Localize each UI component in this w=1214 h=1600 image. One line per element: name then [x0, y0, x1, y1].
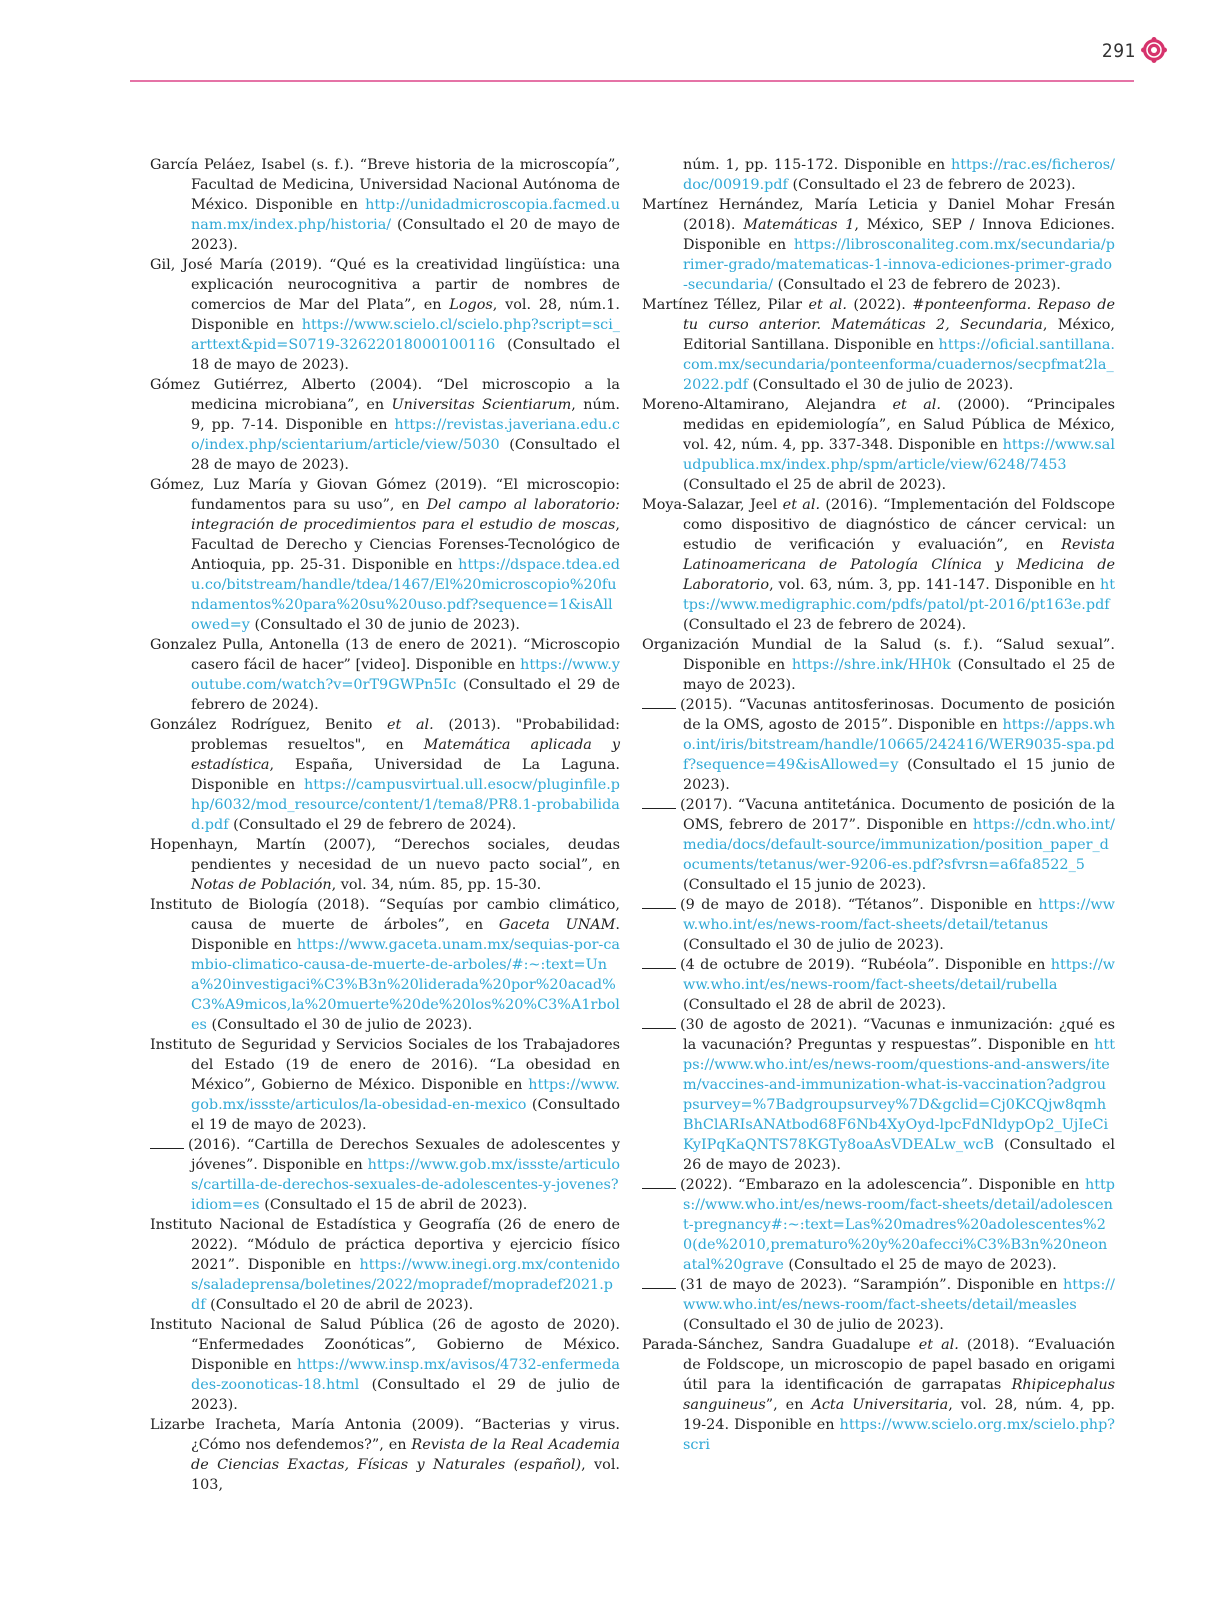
- reference-text: Moya-Salazar, Jeel: [642, 497, 783, 513]
- reference-text: (Consultado el 15 junio de 2023).: [683, 877, 927, 893]
- reference-text: (30 de agosto de 2021). “Vacunas e inmunización: ¿qué es la vacunación? Preguntas y respuestas”. Disponible en: [680, 1017, 1115, 1053]
- reference-text: Gonzalez Pulla, Antonella (13 de enero de 2021). “Microscopio casero fácil de hacer” [video]. Disponible en: [150, 637, 620, 673]
- reference-text: Martínez Hernández, María Leticia y Daniel Mohar Fresán (2018).: [642, 197, 1115, 233]
- reference-text: Lizarbe Iracheta, María Antonia (2009). “Bacterias y virus. ¿Cómo nos defendemos?”, en: [150, 1417, 620, 1453]
- reference-entry: [642, 195, 1115, 295]
- reference-entry: [150, 475, 620, 635]
- reference-italic-text: Revista de la Real Academia de Ciencias Exactas, Físicas y Naturales (español): [191, 1437, 620, 1473]
- reference-text: (9 de mayo de 2018). “Tétanos”. Disponible en: [680, 897, 1039, 913]
- reference-text: (Consultado el 23 de febrero de 2023).: [787, 177, 1076, 193]
- reference-text: (Consultado el 28 de abril de 2023).: [683, 997, 947, 1013]
- page-number: 291: [1101, 40, 1136, 62]
- reference-text: (Consultado el 15 de abril de 2023).: [259, 1197, 528, 1213]
- reference-text: ”, en: [765, 1397, 812, 1413]
- reference-text: , vol. 28, núm.1. Disponible en: [191, 297, 620, 333]
- reference-entry: [150, 895, 620, 1035]
- reference-text: , España, Universidad de La Laguna. Disponible en: [191, 757, 620, 793]
- repeated-author-dash: [642, 1178, 676, 1189]
- reference-text: Instituto de Biología (2018). “Sequías por cambio climático, causa de muerte de árboles”, en: [150, 897, 620, 933]
- reference-text: Gómez, Luz María y Giovan Gómez (2019). “El microscopio: fundamentos para su uso”, en: [150, 477, 620, 513]
- reference-text: García Peláez, Isabel (s. f.). “Breve historia de la microscopía”, Facultad de Medicina, Universidad Nacional Autónoma de México. Disponible en: [150, 157, 620, 213]
- reference-text: , vol. 103,: [191, 1457, 620, 1493]
- reference-text: (Consultado el 30 de julio de 2023).: [206, 1017, 473, 1033]
- reference-text: Gil, José María (2019). “Qué es la creatividad lingüística: una explicación neurocognitiva a partir de nombres de comercios de Mar del Plata”, en: [150, 257, 620, 313]
- reference-link[interactable]: https://www.who.int/es/news-room/questions-and-answers/item/vaccines-and-immunization-what-is-vaccination?adgroupsurvey=%7Badgroupsurvey%7D&gclid=Cj0KCQjw8qmhBhClARIsANAtbod68F6Nb4XyOyd-lpcFdNldypOp2_UjIeCiKyIPqKaQNTS78KGTy8oaAsVDEALw_wcB: [683, 1037, 1115, 1153]
- reference-text: (2013). "Probabilidad: problemas resueltos", en: [191, 717, 620, 753]
- reference-link[interactable]: https://www.scielo.org.mx/scielo.php?scri: [683, 1417, 1115, 1453]
- reference-text: . Disponible en: [191, 917, 620, 953]
- reference-text: Gómez Gutiérrez, Alberto (2004). “Del microscopio a la medicina microbiana”, en: [150, 377, 620, 413]
- reference-text: (2017). “Vacuna antitetánica. Documento de posición de la OMS, febrero de 2017”. Disponible en: [680, 797, 1115, 833]
- reference-text: (Consultado el 30 de julio de 2023).: [683, 1317, 944, 1333]
- header-rule: [130, 80, 1134, 82]
- reference-text: (Consultado el 15 junio de 2023).: [683, 757, 1115, 793]
- reference-italic-text: et al.: [892, 397, 941, 413]
- reference-entry: [642, 1015, 1115, 1175]
- reference-text: (Consultado el 30 de julio de 2023).: [683, 937, 944, 953]
- reference-text: (2016). “Cartilla de Derechos Sexuales de adolescentes y jóvenes”. Disponible en: [188, 1137, 620, 1173]
- reference-link[interactable]: https://cdn.who.int/media/docs/default-source/immunization/position_paper_documents/tetanus/wer-9206-es.pdf?sfvrsn=a6fa8522_5: [683, 817, 1115, 873]
- reference-italic-text: Matemáticas 1: [743, 217, 855, 233]
- reference-entry: [150, 635, 620, 715]
- reference-italic-text: Acta Universitaria: [811, 1397, 949, 1413]
- reference-text: (Consultado el 18 de mayo de 2023).: [191, 337, 620, 373]
- reference-link[interactable]: http://unidadmicroscopia.facmed.unam.mx/index.php/historia/: [191, 197, 620, 233]
- reference-text: (Consultado el 20 de abril de 2023).: [205, 1297, 474, 1313]
- reference-entry: [642, 1335, 1115, 1455]
- reference-text: Moreno-Altamirano, Alejandra: [642, 397, 893, 413]
- reference-entry: [642, 695, 1115, 795]
- reference-link[interactable]: https://www.gaceta.unam.mx/sequias-por-cambio-climatico-causa-de-muerte-de-arboles/#:~:text=Una%20investigaci%C3%B3n%20liderada%20por%20acad%C3%A9micos,la%20muerte%20de%20los%20%C3%A1rboles: [191, 937, 620, 1033]
- reference-text: , Facultad de Derecho y Ciencias Forenses-Tecnológico de Antioquia, pp. 25-31. Disponible en: [191, 517, 620, 573]
- reference-text: (Consultado el 26 de mayo de 2023).: [683, 1137, 1115, 1173]
- repeated-author-dash: [642, 698, 676, 709]
- reference-link[interactable]: https://www.scielo.cl/scielo.php?script=sci_arttext&pid=S0719-32622018000100116: [191, 317, 620, 353]
- reference-text: Organización Mundial de la Salud (s. f.). “Salud sexual”. Disponible en: [642, 637, 1115, 673]
- reference-text: (Consultado el 23 de febrero de 2023).: [773, 277, 1061, 293]
- repeated-author-dash: [642, 798, 676, 809]
- reference-entry: [642, 395, 1115, 495]
- reference-text: (31 de mayo de 2023). “Sarampión”. Disponible en: [680, 1277, 1064, 1293]
- reference-text: (Consultado el 20 de mayo de 2023).: [191, 217, 620, 253]
- reference-link[interactable]: https://apps.who.int/iris/bitstream/handle/10665/242416/WER9035-spa.pdf?sequence=49&isAllowed=y: [683, 717, 1115, 773]
- reference-text: Instituto Nacional de Estadística y Geografía (26 de enero de 2022). “Módulo de práctica deportiva y ejercicio físico 2021”. Disponible en: [150, 1217, 620, 1273]
- reference-italic-text: Del campo al laboratorio: integración de procedimientos para el estudio de moscas: [191, 497, 620, 533]
- reference-entry: [642, 1175, 1115, 1275]
- reference-italic-text: et al.: [808, 297, 847, 313]
- reference-entry: [642, 635, 1115, 695]
- reference-italic-text: Matemática aplicada y estadística: [191, 737, 620, 773]
- repeated-author-dash: [642, 1278, 676, 1289]
- reference-link[interactable]: https://librosconaliteg.com.mx/secundaria/primer-grado/matematicas-1-innova-ediciones-primer-grado-secundaria/: [683, 237, 1115, 293]
- reference-text: (Consultado el 28 de mayo de 2023).: [191, 437, 620, 473]
- reference-entry: [150, 1415, 620, 1495]
- reference-link[interactable]: https://www.who.int/es/news-room/fact-sheets/detail/measles: [683, 1277, 1115, 1313]
- repeated-author-dash: [150, 1138, 184, 1149]
- reference-text: (Consultado el 29 de febrero de 2024).: [191, 677, 620, 713]
- reference-italic-text: Universitas Scientiarum: [391, 397, 572, 413]
- reference-entry: [150, 715, 620, 835]
- repeated-author-dash: [642, 898, 676, 909]
- reference-link[interactable]: https://dspace.tdea.edu.co/bitstream/handle/tdea/1467/El%20microscopio%20fundamentos%20para%20su%20uso.pdf?sequence=1&isAllowed=y: [191, 557, 620, 633]
- reference-entry: [642, 155, 1115, 195]
- reference-link[interactable]: https://www.gob.mx/issste/articulos/la-obesidad-en-mexico: [191, 1077, 620, 1113]
- reference-link[interactable]: https://www.insp.mx/avisos/4732-enfermedades-zoonoticas-18.html: [191, 1357, 620, 1393]
- reference-italic-text: Rhipicephalus sanguineus: [683, 1377, 1115, 1413]
- reference-text: (2022).: [846, 297, 913, 313]
- reference-link[interactable]: https://revistas.javeriana.edu.co/index.php/scientarium/article/view/5030: [191, 417, 620, 453]
- reference-text: (Consultado el 25 de mayo de 2023).: [783, 1257, 1057, 1273]
- reference-entry: [642, 895, 1115, 955]
- reference-italic-text: Gaceta UNAM: [498, 917, 616, 933]
- reference-italic-text: et al.: [387, 717, 434, 733]
- reference-entry: [642, 795, 1115, 895]
- reference-entry: [150, 255, 620, 375]
- reference-link[interactable]: https://campusvirtual.ull.esocw/pluginfile.php/6032/mod_resource/content/1/tema8/PR8.1-probabilidad.pdf: [191, 777, 620, 833]
- reference-text: Martínez Téllez, Pilar: [642, 297, 809, 313]
- reference-link[interactable]: https://www.who.int/es/news-room/fact-sheets/detail/adolescent-pregnancy#:~:text=Las%20madres%20adolescentes%20(de%2010,prematuro%20y%20afecci%C3%B3n%20neonatal%20grave: [683, 1177, 1115, 1273]
- references-right-column: [642, 155, 1115, 1455]
- reference-text: (Consultado el 29 de julio de 2023).: [191, 1377, 620, 1413]
- reference-italic-text: #ponteenforma. Repaso de tu curso anterior. Matemáticas 2, Secundaria: [683, 297, 1116, 333]
- reference-text: , vol. 34, núm. 85, pp. 15-30.: [331, 877, 542, 893]
- reference-entry: [150, 155, 620, 255]
- reference-text: Instituto Nacional de Salud Pública (26 de agosto de 2020). “Enfermedades Zoonóticas”, Gobierno de México. Disponible en: [150, 1317, 620, 1373]
- reference-entry: [150, 375, 620, 475]
- reference-italic-text: Revista Latinoamericana de Patología Clínica y Medicina de Laboratorio: [683, 537, 1115, 593]
- reference-link[interactable]: https://www.who.int/es/news-room/fact-sheets/detail/rubella: [683, 957, 1115, 993]
- reference-italic-text: Notas de Población: [191, 877, 332, 893]
- reference-text: (2018). “Evaluación de Foldscope, un microscopio de papel basado en origami útil para la identificación de garrapatas: [683, 1337, 1115, 1393]
- reference-text: , vol. 63, núm. 3, pp. 141-147. Disponible en: [769, 577, 1100, 593]
- reference-entry: [642, 955, 1115, 1015]
- reference-link[interactable]: https://shre.ink/HH0k: [791, 657, 951, 673]
- reference-entry: [150, 1035, 620, 1135]
- reference-italic-text: et al.: [782, 497, 821, 513]
- repeated-author-dash: [642, 1018, 676, 1029]
- reference-text: (Consultado el 30 de julio de 2023).: [747, 377, 1014, 393]
- reference-link[interactable]: https://www.youtube.com/watch?v=0rT9GWPn5Ic: [191, 657, 620, 693]
- reference-entry: [150, 1315, 620, 1415]
- reference-link[interactable]: https://www.medigraphic.com/pdfs/patol/pt-2016/pt163e.pdf: [683, 577, 1115, 613]
- reference-text: (Consultado el 29 de febrero de 2024).: [228, 817, 517, 833]
- reference-text: (Consultado el 25 de mayo de 2023).: [683, 657, 1115, 693]
- reference-text: González Rodríguez, Benito: [150, 717, 388, 733]
- reference-italic-text: et al.: [918, 1337, 959, 1353]
- reference-entry: [642, 1275, 1115, 1335]
- reference-link[interactable]: https://www.gob.mx/issste/articulos/cartilla-de-derechos-sexuales-de-adolescentes-y-jovenes?idiom=es: [191, 1157, 620, 1213]
- reference-text: , México, Editorial Santillana. Disponible en: [683, 317, 1115, 353]
- reference-text: Hopenhayn, Martín (2007), “Derechos sociales, deudas pendientes y necesidad de un nuevo pacto social”, en: [150, 837, 620, 873]
- reference-italic-text: Logos: [449, 297, 493, 313]
- reference-link[interactable]: https://www.saludpublica.mx/index.php/spm/article/view/6248/7453: [683, 437, 1115, 473]
- reference-text: (2015). “Vacunas antitosferinosas. Documento de posición de la OMS, agosto de 2015”. Disponible en: [680, 697, 1115, 733]
- reference-text: (2016). “Implementación del Foldscope como dispositivo de diagnóstico de cáncer cervical: un estudio de verificación y evaluación”, en: [683, 497, 1115, 553]
- reference-text: , México, SEP / Innova Ediciones. Disponible en: [683, 217, 1115, 253]
- repeated-author-dash: [642, 958, 676, 969]
- reference-entry: [642, 295, 1115, 395]
- reference-entry: [150, 1215, 620, 1315]
- references-left-column: [150, 155, 620, 1495]
- reference-entry: [642, 495, 1115, 635]
- reference-text: (Consultado el 30 de junio de 2023).: [249, 617, 520, 633]
- reference-text: (Consultado el 23 de febrero de 2024).: [683, 617, 967, 633]
- reference-text: (2022). “Embarazo en la adolescencia”. Disponible en: [680, 1177, 1085, 1193]
- reference-text: (4 de octubre de 2019). “Rubéola”. Disponible en: [680, 957, 1051, 973]
- reference-text: Parada-Sánchez, Sandra Guadalupe: [642, 1337, 919, 1353]
- reference-link[interactable]: https://www.who.int/es/news-room/fact-sheets/detail/tetanus: [683, 897, 1115, 933]
- decorative-flower-icon: [1140, 36, 1168, 64]
- reference-text: , núm. 9, pp. 7-14. Disponible en: [191, 397, 620, 433]
- reference-text: (Consultado el 19 de mayo de 2023).: [191, 1097, 620, 1133]
- reference-text: núm. 1, pp. 115-172. Disponible en: [683, 157, 951, 173]
- reference-link[interactable]: https://www.inegi.org.mx/contenidos/saladeprensa/boletines/2022/mopradef/mopradef2021.pdf: [191, 1257, 620, 1313]
- reference-link[interactable]: https://rac.es/ficheros/doc/00919.pdf: [683, 157, 1115, 193]
- reference-text: Instituto de Seguridad y Servicios Sociales de los Trabajadores del Estado (19 de enero de 2016). “La obesidad en México”, Gobierno de México. Disponible en: [150, 1037, 620, 1093]
- reference-entry: [150, 1135, 620, 1215]
- reference-text: , vol. 28, núm. 4, pp. 19-24. Disponible en: [683, 1397, 1115, 1433]
- reference-entry: [150, 835, 620, 895]
- reference-link[interactable]: https://oficial.santillana.com.mx/secundaria/ponteenforma/cuadernos/secpfmat2la_2022.pdf: [683, 337, 1115, 393]
- reference-text: (Consultado el 25 de abril de 2023).: [683, 477, 947, 493]
- reference-text: (2000). “Principales medidas en epidemiología”, en Salud Pública de México, vol. 42, núm. 4, pp. 337-348. Disponible en: [683, 397, 1115, 453]
